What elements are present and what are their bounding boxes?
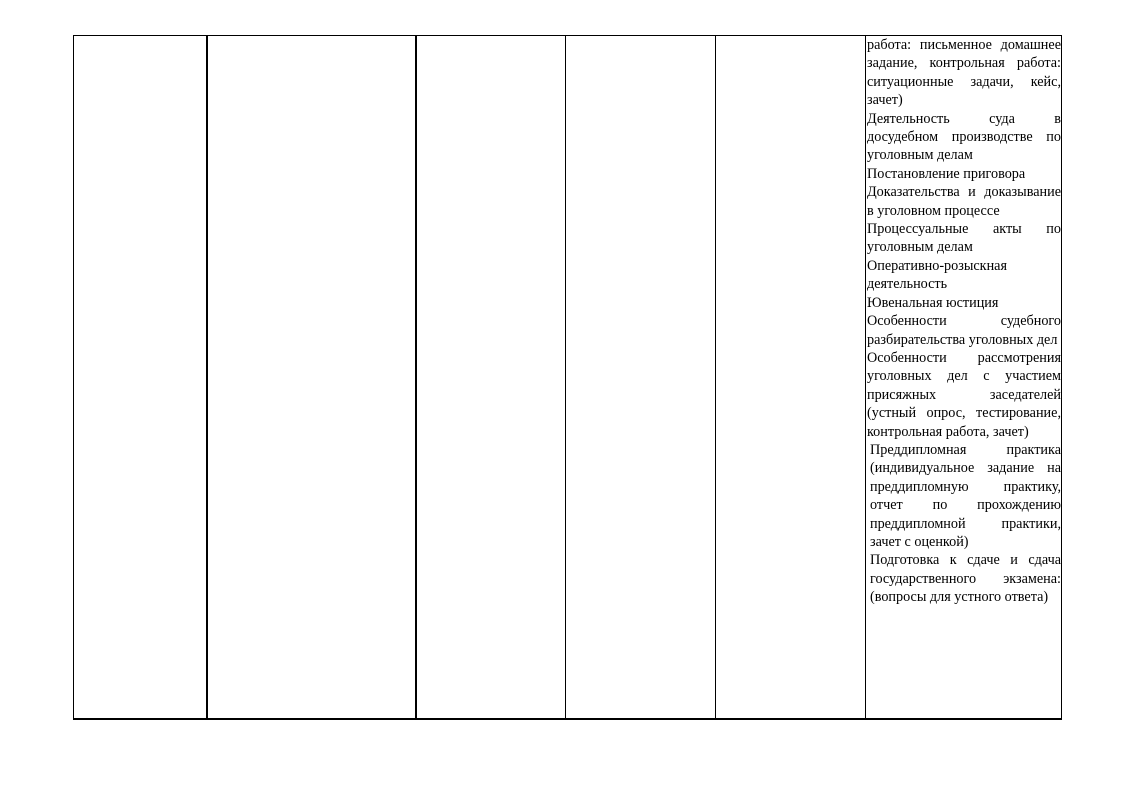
cell-paragraph: Деятельность суда в досудебном производстве по уголовным делам	[867, 110, 1061, 164]
last-column-cell	[867, 36, 1061, 718]
table	[73, 35, 1062, 720]
column-divider	[565, 36, 566, 718]
cell-paragraph: Особенности рассмотрения уголовных дел с участием присяжных заседателей (устный опрос, тестирование, контрольная работа, зачет)	[867, 349, 1061, 440]
column-divider	[206, 36, 208, 718]
cell-paragraph: Преддипломная практика (индивидуальное задание на преддипломную практику, отчет по прохождению преддипломной практики, зачет с оценкой)	[870, 441, 1061, 550]
cell-paragraph: Оперативно-розыскная деятельность	[867, 257, 1007, 293]
cell-paragraph: работа: письменное домашнее задание, контрольная работа: ситуационные задачи, кейс, зачет)	[867, 37, 1061, 109]
cell-paragraph: Постановление приговора	[867, 165, 1026, 182]
column-divider	[715, 36, 716, 718]
cell-paragraph: Доказательства и доказывание в уголовном процессе	[867, 184, 1061, 219]
column-divider	[415, 36, 417, 718]
cell-paragraph: Ювенальная юстиция	[867, 294, 999, 311]
cell-paragraph: Особенности судебного разбирательства уголовных дел	[867, 313, 1061, 348]
cell-paragraph: Подготовка к сдаче и сдача государственного экзамена: (вопросы для устного ответа)	[870, 552, 1061, 606]
column-divider	[865, 36, 866, 718]
cell-paragraph: Процессуальные акты по уголовным делам	[867, 221, 1061, 256]
